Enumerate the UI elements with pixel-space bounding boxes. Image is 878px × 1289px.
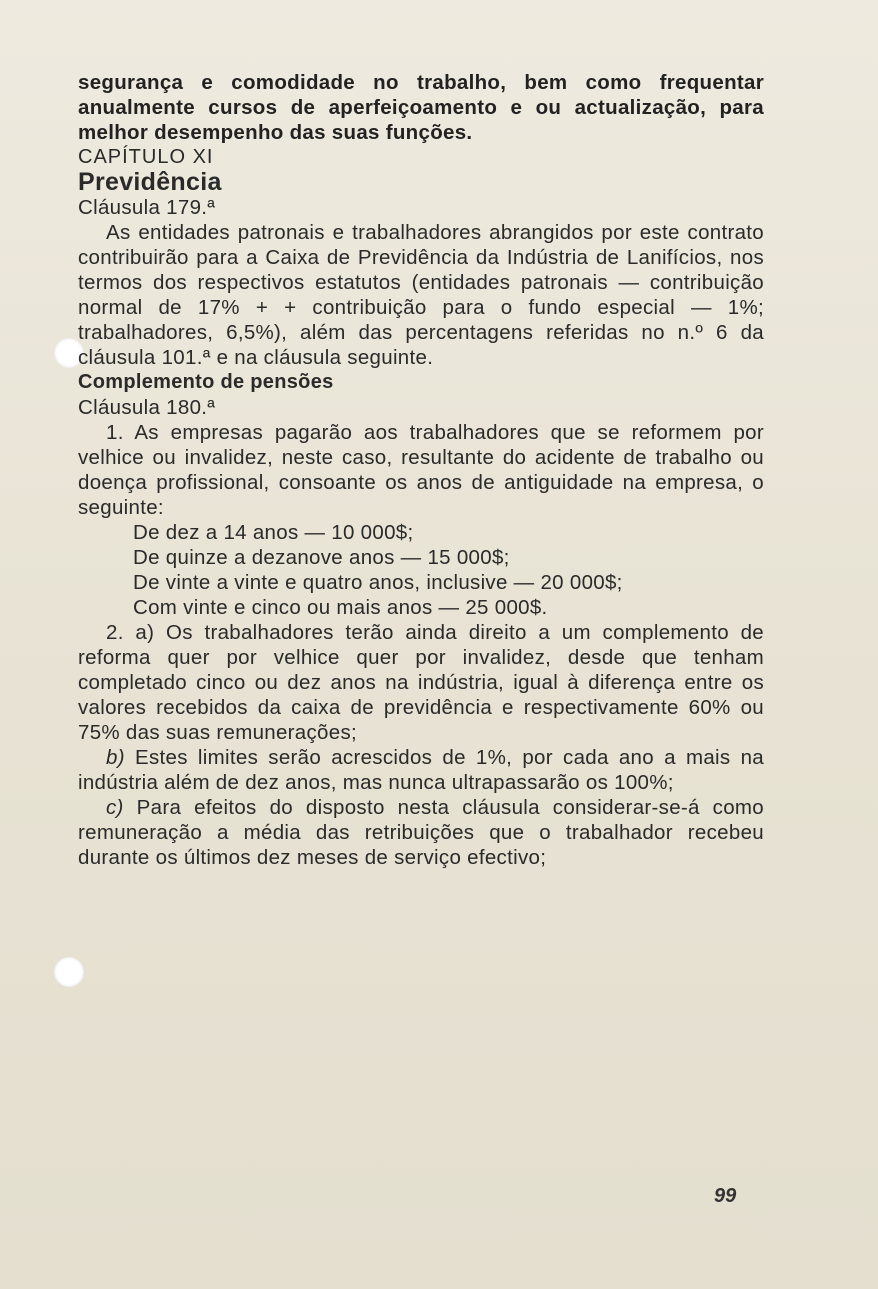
punch-hole bbox=[54, 957, 84, 987]
clause-label: Cláusula 180.ª bbox=[78, 396, 216, 419]
clause-180-paragraph-2b bbox=[78, 745, 764, 795]
list-item: De quinze a dezanove anos — 15 000$; bbox=[133, 546, 510, 569]
item-text: Estes limites serão acrescidos de 1%, por cada ano a mais na indústria além de dez anos, mas nunca ultrapassarão os 100%; bbox=[78, 746, 765, 794]
page-body bbox=[78, 70, 764, 870]
item-label: b) bbox=[106, 746, 125, 769]
clause-179-text: As entidades patronais e trabalhadores abrangidos por este contrato contribuirão para a Caixa de Previdência da Indústria de Lanifícios, nos termos dos respectivos estatutos (entidades patronais — contribuição normal de 17% + + contribuição para o fundo especial — 1%; trabalhadores, 6,5%), além das percentagens referidas no n.º 6 da cláusula 101.ª e na cláusula seguinte. bbox=[78, 221, 764, 369]
list-item: Com vinte e cinco ou mais anos — 25 000$. bbox=[133, 596, 548, 619]
item-label: c) bbox=[106, 796, 124, 819]
list-item: De dez a 14 anos — 10 000$; bbox=[133, 521, 414, 544]
clause-label: Cláusula 179.ª bbox=[78, 196, 216, 219]
clause-180-paragraph-2c bbox=[78, 795, 764, 870]
chapter-title: Previdência bbox=[78, 168, 222, 196]
intro-paragraph: segurança e comodidade no trabalho, bem como frequentar anualmente cursos de aperfeiçoamento e ou actualização, para melhor desempenho das suas funções. bbox=[78, 71, 764, 144]
clause-180-paragraph-2a bbox=[78, 620, 764, 745]
item-label: 2. a) bbox=[106, 621, 155, 644]
item-text: Os trabalhadores terão ainda direito a um complemento de reforma quer por velhice quer por invalidez, desde que tenham completado cinco ou dez anos na indústria, igual à diferença entre os valores recebidos da caixa de previdência e respectivamente 60% ou 75% das suas remunerações; bbox=[78, 621, 764, 744]
clause-180-paragraph-1: 1. As empresas pagarão aos trabalhadores que se reformem por velhice ou invalidez, neste caso, resultante do acidente de trabalho ou doença profissional, consoante os anos de antiguidade na empresa, o seguinte: bbox=[78, 421, 764, 519]
chapter-heading: CAPÍTULO XI bbox=[78, 146, 214, 168]
page-number: 99 bbox=[714, 1185, 737, 1207]
section-subheading: Complemento de pensões bbox=[78, 371, 334, 393]
list-item: De vinte a vinte e quatro anos, inclusive — 20 000$; bbox=[133, 571, 623, 594]
item-text: Para efeitos do disposto nesta cláusula considerar-se-á como remuneração a média das retribuições que o trabalhador recebeu durante os últimos dez meses de serviço efectivo; bbox=[78, 796, 765, 869]
